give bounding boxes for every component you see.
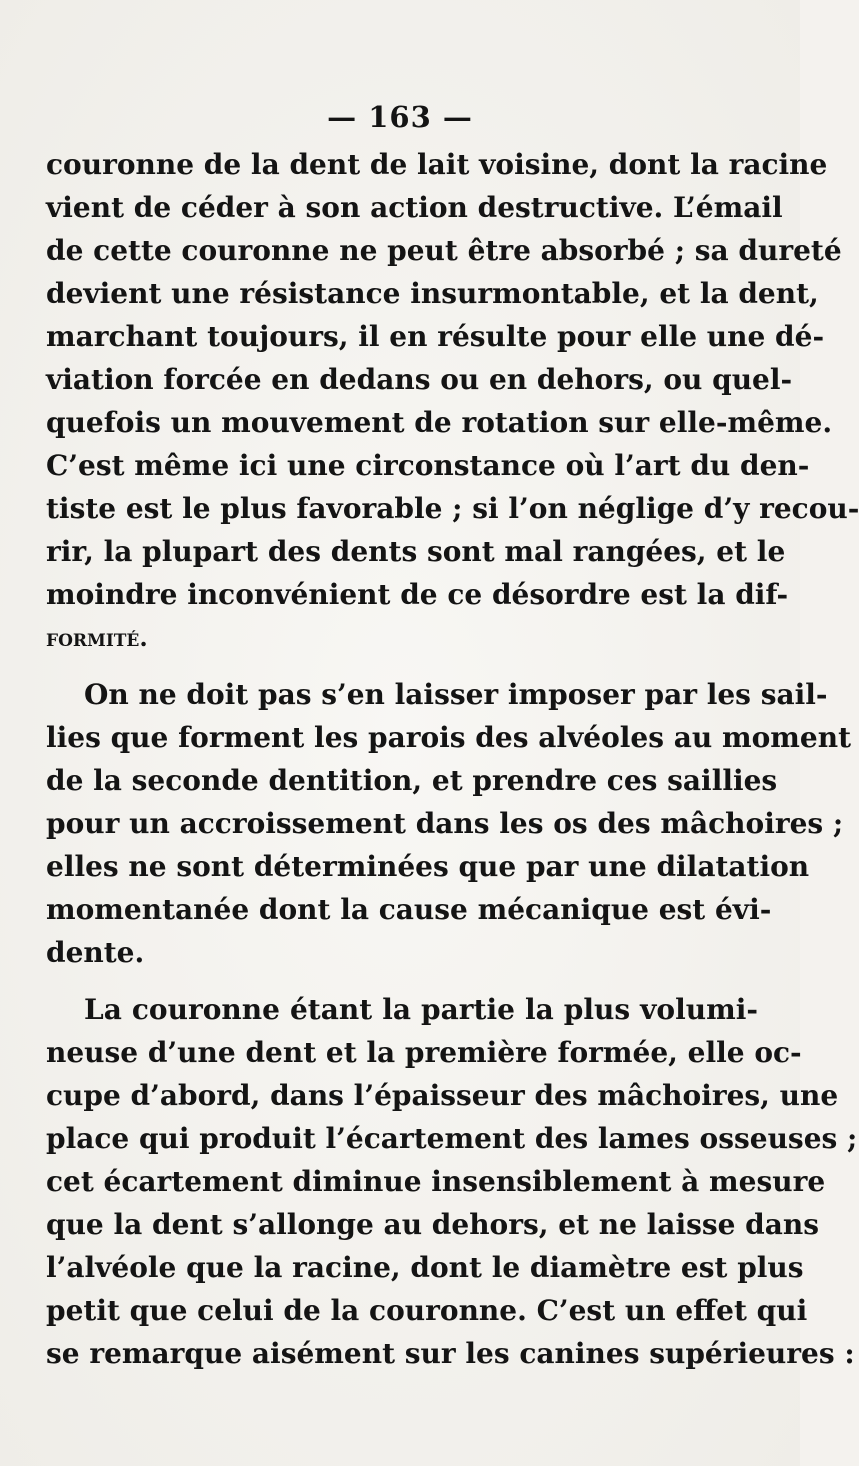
text-line: formité. <box>46 623 148 652</box>
text-line: C’est même ici une circonstance où l’art du den- <box>46 449 810 482</box>
text-line: quefois un mouvement de rotation sur elle-même. <box>46 406 833 439</box>
text-line: l’alvéole que la racine, dont le diamètre est plus <box>46 1251 804 1284</box>
text-line: cet écartement diminue insensiblement à mesure <box>46 1165 826 1198</box>
text-line: tiste est le plus favorable ; si l’on néglige d’y recou- <box>46 492 859 525</box>
text-line: que la dent s’allonge au dehors, et ne laisse dans <box>46 1208 820 1241</box>
body-text <box>46 143 859 1375</box>
text-line: de la seconde dentition, et prendre ces saillies <box>46 764 778 797</box>
text-line: rir, la plupart des dents sont mal rangées, et le <box>46 535 786 568</box>
text-line: couronne de la dent de lait voisine, dont la racine <box>46 148 828 181</box>
text-line: neuse d’une dent et la première formée, elle oc- <box>46 1036 802 1069</box>
text-line: cupe d’abord, dans l’épaisseur des mâchoires, une <box>46 1079 839 1112</box>
text-line: momentanée dont la cause mécanique est évi- <box>46 893 772 926</box>
text-line: lies que forment les parois des alvéoles au moment <box>46 721 851 754</box>
text-line: La couronne étant la partie la plus volumi- <box>84 993 758 1026</box>
paragraph <box>46 673 851 974</box>
text-line: vient de céder à son action destructive. L’émail <box>46 191 783 224</box>
text-line: viation forcée en dedans ou en dehors, ou quel- <box>46 363 793 396</box>
text-line: On ne doit pas s’en laisser imposer par les sail- <box>84 678 828 711</box>
text-line: moindre inconvénient de ce désordre est la dif- <box>46 578 789 611</box>
text-line: marchant toujours, il en résulte pour elle une dé- <box>46 320 825 353</box>
page-number: — 163 — <box>327 100 473 134</box>
text-line: petit que celui de la couronne. C’est un effet qui <box>46 1294 808 1327</box>
text-line: pour un accroissement dans les os des mâchoires ; <box>46 807 844 840</box>
text-line: place qui produit l’écartement des lames osseuses ; <box>46 1122 858 1155</box>
text-line: de cette couronne ne peut être absorbé ; sa dureté <box>46 234 842 267</box>
paragraph <box>46 143 859 659</box>
text-line: dente. <box>46 936 145 969</box>
text-line: devient une résistance insurmontable, et la dent, <box>46 277 819 310</box>
paragraph <box>46 988 858 1375</box>
text-line: elles ne sont déterminées que par une dilatation <box>46 850 810 883</box>
text-line: se remarque aisément sur les canines supérieures : <box>46 1337 855 1370</box>
